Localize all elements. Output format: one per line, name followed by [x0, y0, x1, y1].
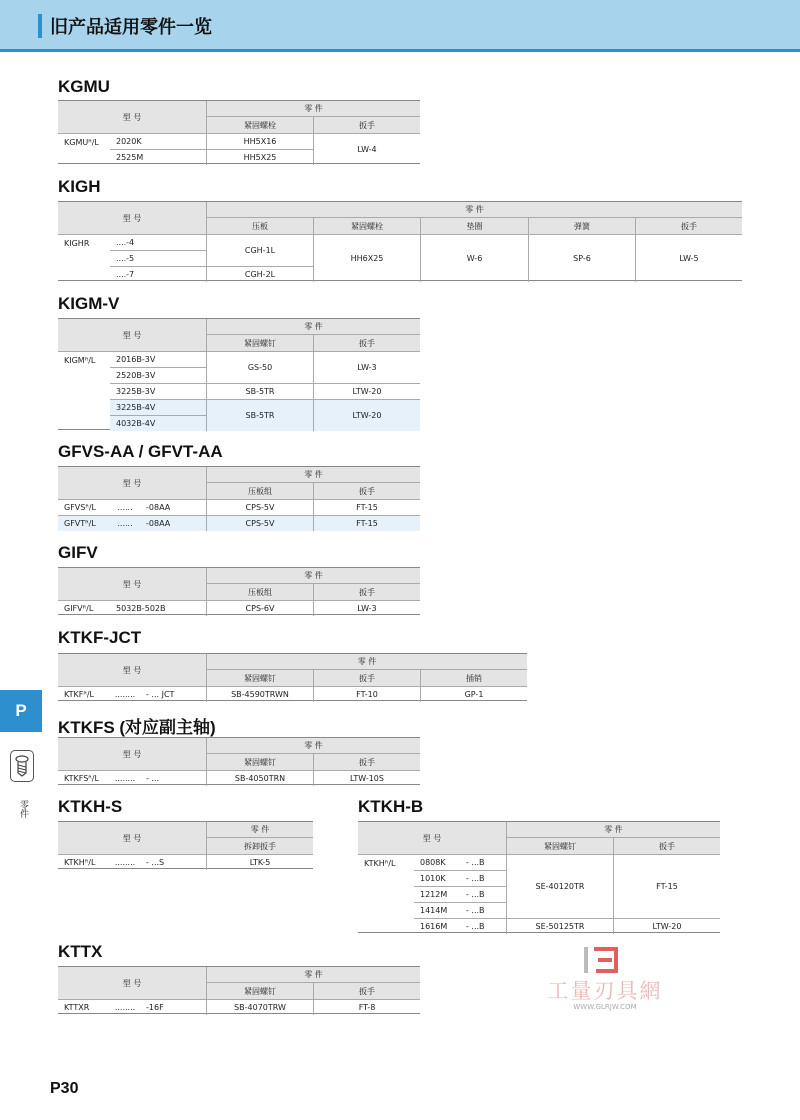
header-parts: 零 件	[206, 101, 420, 117]
screw-cell: SB-4590TRWN	[206, 686, 313, 702]
model-dots: ........	[110, 854, 140, 870]
header-model: 型 号	[58, 738, 206, 770]
model-size: 1212M	[414, 886, 460, 902]
table-gifv	[58, 567, 420, 615]
model-dots: ........	[110, 770, 140, 786]
header-removal-wrench: 拆卸扳手	[206, 838, 313, 854]
page-title: 旧产品适用零件一览	[50, 17, 212, 38]
wrench-cell: LTW-20	[313, 383, 420, 399]
clamp-cell: CPS-5V	[206, 499, 313, 515]
header-spring: 弹簧	[528, 218, 635, 234]
header-parts: 零 件	[206, 319, 420, 335]
model-size: 1616M	[414, 918, 460, 934]
model-cell: 2520B-3V	[110, 367, 206, 383]
page-number: P30	[50, 1080, 79, 1097]
table-kigh	[58, 201, 742, 281]
table-gfvs	[58, 466, 420, 530]
watermark	[530, 945, 680, 1015]
header-model: 型 号	[58, 319, 206, 351]
model-group: GFVSᴿ/L	[58, 499, 110, 515]
model-group: KIGMᴿ/L	[58, 351, 110, 431]
wrench-cell: LW-4	[313, 133, 420, 165]
wrench-cell: LTW-20	[313, 399, 420, 431]
header-clamp-set: 压板组	[206, 584, 313, 600]
table-ktkfjct	[58, 653, 527, 701]
header-clamp-set: 压板组	[206, 483, 313, 499]
pin-cell: GP-1	[420, 686, 527, 702]
model-group: KTKHᴿ/L	[58, 854, 110, 870]
section-title-gifv: GIFV	[58, 543, 98, 562]
header-screw: 紧固螺钉	[206, 335, 313, 351]
model-suffix: - ...B	[460, 854, 506, 870]
model-cell: 2016B-3V	[110, 351, 206, 367]
model-cell: ....-5	[110, 250, 206, 266]
wrench-cell: LW-3	[313, 351, 420, 383]
model-cell: ....-7	[110, 266, 206, 282]
model-cell: -08AA	[140, 499, 206, 515]
wrench-cell: LTK-5	[206, 854, 313, 870]
header-screw: 紧固螺钉	[506, 838, 613, 854]
table-ktkhs	[58, 821, 313, 869]
model-cell: 3225B-4V	[110, 399, 206, 415]
header-wrench: 扳手	[313, 483, 420, 499]
page-header	[0, 0, 800, 52]
header-wrench: 扳手	[613, 838, 720, 854]
header-wrench: 扳手	[313, 670, 420, 686]
wrench-cell: LTW-20	[613, 918, 720, 934]
section-tab-p[interactable]: P	[0, 690, 42, 732]
model-size: 1414M	[414, 902, 460, 918]
header-screw: 紧固螺钉	[206, 670, 313, 686]
header-washer: 垫圈	[420, 218, 528, 234]
model-group: GFVTᴿ/L	[58, 515, 110, 531]
screw-cell: SB-4050TRN	[206, 770, 313, 786]
model-group: KGMUᴿ/L	[58, 133, 110, 165]
model-dots: ........	[110, 999, 140, 1015]
header-model: 型 号	[58, 101, 206, 133]
bolt-cell: HH6X25	[313, 234, 420, 282]
model-cell: -16F	[140, 999, 206, 1015]
wrench-cell: LW-3	[313, 600, 420, 616]
watermark-url: WWW.GLRJW.COM	[573, 1003, 637, 1011]
header-screw: 紧固螺钉	[206, 983, 313, 999]
wrench-cell: FT-15	[313, 515, 420, 531]
wrench-cell: FT-8	[313, 999, 420, 1015]
bolt-cell: HH5X16	[206, 133, 313, 149]
model-cell: - ...S	[140, 854, 206, 870]
model-dots: ......	[110, 499, 140, 515]
header-parts: 零 件	[206, 202, 742, 218]
screw-cell: SE-40120TR	[506, 854, 613, 918]
header-clamp: 压板	[206, 218, 313, 234]
section-title-kigmv: KIGM-V	[58, 294, 120, 313]
header-wrench: 扳手	[313, 335, 420, 351]
screw-cell: GS-50	[206, 351, 313, 383]
wrench-cell: LW-5	[635, 234, 742, 282]
model-cell: 3225B-3V	[110, 383, 206, 399]
table-kgmu	[58, 100, 420, 164]
model-suffix: - ...B	[460, 870, 506, 886]
wrench-cell: FT-15	[613, 854, 720, 918]
header-model: 型 号	[58, 467, 206, 499]
header-wrench: 扳手	[635, 218, 742, 234]
model-cell: 2020K	[110, 133, 206, 149]
model-cell: ....-4	[110, 234, 206, 250]
model-cell: - ... JCT	[140, 686, 206, 702]
header-model: 型 号	[58, 654, 206, 686]
header-wrench: 扳手	[313, 117, 420, 133]
model-group: KTKHᴿ/L	[358, 854, 414, 934]
section-title-ktkhs: KTKH-S	[58, 797, 123, 816]
header-parts: 零 件	[206, 467, 420, 483]
clamp-cell: CPS-5V	[206, 515, 313, 531]
model-cell: -08AA	[140, 515, 206, 531]
header-wrench: 扳手	[313, 584, 420, 600]
section-title-ktkhb: KTKH-B	[358, 797, 424, 816]
header-parts: 零 件	[206, 654, 527, 670]
header-model: 型 号	[358, 822, 506, 854]
model-group: KTKFSᴿ/L	[58, 770, 110, 786]
section-title-kttx: KTTX	[58, 942, 103, 961]
model-suffix: - ...B	[460, 886, 506, 902]
watermark-logo-icon	[582, 945, 622, 977]
header-wrench: 扳手	[313, 754, 420, 770]
section-title-ktkfjct: KTKF-JCT	[58, 628, 142, 647]
table-ktkfs	[58, 737, 420, 785]
spring-cell: SP-6	[528, 234, 635, 282]
model-size: 1010K	[414, 870, 460, 886]
section-title-gfvs: GFVS-AA / GFVT-AA	[58, 442, 223, 461]
section-title-ktkfs: KTKFS (对应副主轴)	[58, 718, 216, 737]
model-cell: 4032B-4V	[110, 415, 206, 431]
bolt-cell: HH5X25	[206, 149, 313, 165]
model-suffix: - ...B	[460, 902, 506, 918]
model-group: KTKFᴿ/L	[58, 686, 110, 702]
model-group: KTTXR	[58, 999, 110, 1015]
model-dots: ......	[110, 515, 140, 531]
wrench-cell: FT-10	[313, 686, 420, 702]
screw-cell: SE-50125TR	[506, 918, 613, 934]
model-cell: - ...	[140, 770, 206, 786]
header-model: 型 号	[58, 568, 206, 600]
screw-cell: SB-5TR	[206, 383, 313, 399]
header-model: 型 号	[58, 967, 206, 999]
section-title-kigh: KIGH	[58, 177, 101, 196]
header-screw: 紧固螺钉	[206, 754, 313, 770]
model-suffix: - ...B	[460, 918, 506, 934]
header-model: 型 号	[58, 822, 206, 854]
clamp-cell: CGH-1L	[206, 234, 313, 266]
wrench-cell: LTW-10S	[313, 770, 420, 786]
header-wrench: 扳手	[313, 983, 420, 999]
model-cell: 5032B-502B	[110, 600, 206, 616]
table-kigmv	[58, 318, 420, 430]
model-group: GIFVᴿ/L	[58, 600, 110, 616]
header-parts: 零 件	[206, 967, 420, 983]
insert-screw-icon	[10, 750, 34, 782]
header-parts: 零 件	[206, 822, 313, 838]
header-bolt: 紧固螺栓	[206, 117, 313, 133]
model-group: KIGHR	[58, 234, 110, 282]
model-dots: ........	[110, 686, 140, 702]
header-pin: 插销	[420, 670, 527, 686]
sidebar-label: 零件	[18, 800, 28, 818]
header-parts: 零 件	[506, 822, 720, 838]
header-model: 型 号	[58, 202, 206, 234]
model-cell: 2525M	[110, 149, 206, 165]
screw-cell: SB-5TR	[206, 399, 313, 431]
section-title-kgmu: KGMU	[58, 77, 110, 96]
header-parts: 零 件	[206, 738, 420, 754]
wrench-cell: FT-15	[313, 499, 420, 515]
watermark-text: 工量刃具網	[547, 979, 663, 1003]
model-size: 0808K	[414, 854, 460, 870]
washer-cell: W-6	[420, 234, 528, 282]
table-ktkhb	[358, 821, 720, 933]
table-kttx	[58, 966, 420, 1014]
clamp-cell: CGH-2L	[206, 266, 313, 282]
header-accent-bar	[38, 14, 42, 38]
header-bolt: 紧固螺栓	[313, 218, 420, 234]
screw-cell: SB-4070TRW	[206, 999, 313, 1015]
header-parts: 零 件	[206, 568, 420, 584]
clamp-cell: CPS-6V	[206, 600, 313, 616]
